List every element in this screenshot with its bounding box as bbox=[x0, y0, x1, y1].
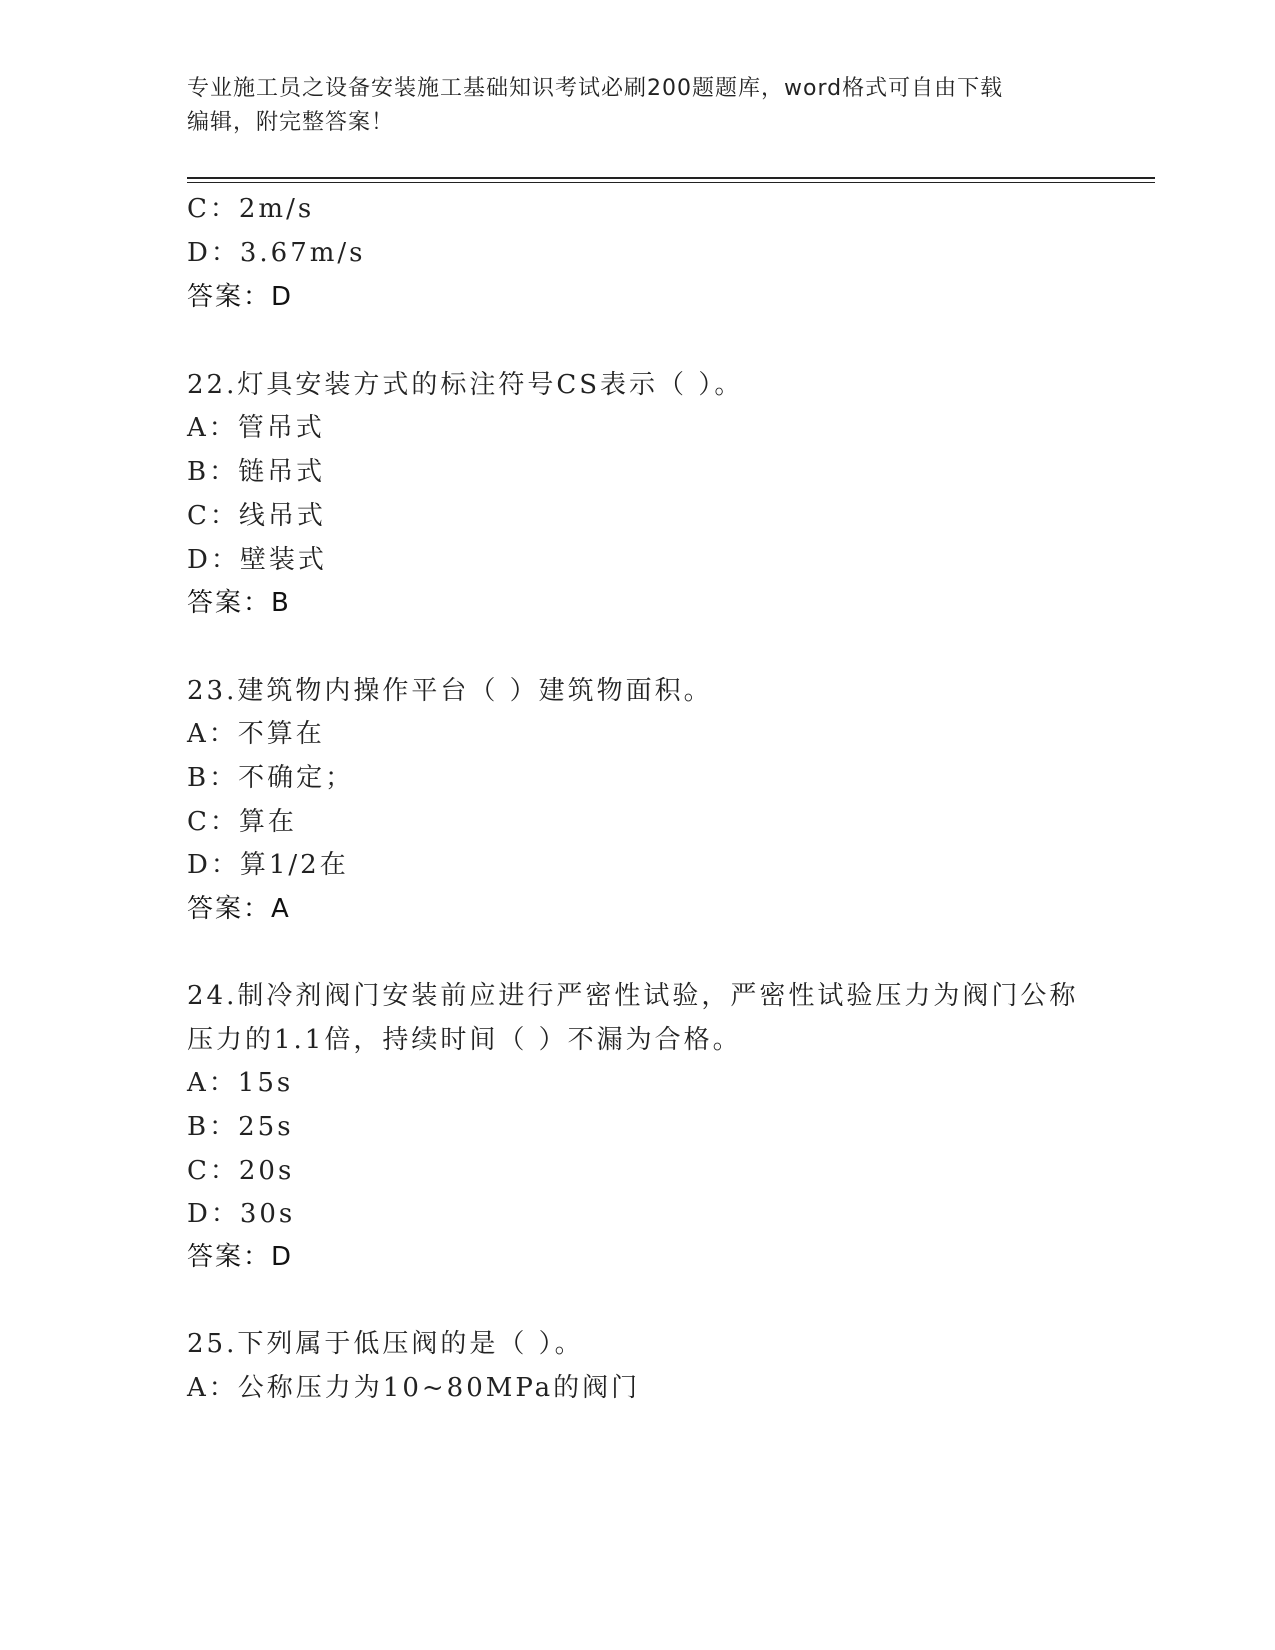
question-23-option-a: A：不算在 bbox=[187, 719, 325, 749]
question-23-option-c: C：算在 bbox=[187, 807, 297, 837]
header-divider-thick bbox=[187, 177, 1155, 179]
question-24-option-a: A：15s bbox=[187, 1068, 294, 1098]
question-24-option-d: D：30s bbox=[187, 1199, 296, 1229]
question-22-answer: 答案：B bbox=[187, 588, 291, 618]
question-24-stem-line-2: 压力的1.1倍，持续时间（ ）不漏为合格。 bbox=[187, 1025, 742, 1055]
question-25-option-a: A：公称压力为10~80MPa的阀门 bbox=[187, 1373, 641, 1403]
question-22-option-d: D：壁装式 bbox=[187, 545, 327, 575]
question-22-stem: 22.灯具安装方式的标注符号CS表示（ ）。 bbox=[187, 370, 744, 400]
question-23-answer: 答案：A bbox=[187, 894, 291, 924]
question-23-option-b: B：不确定； bbox=[187, 763, 355, 793]
header-line-2: 编辑，附完整答案！ bbox=[187, 110, 395, 135]
question-25-stem: 25.下列属于低压阀的是（ ）。 bbox=[187, 1329, 584, 1359]
header-divider-thin bbox=[187, 182, 1155, 183]
question-24-option-b: B：25s bbox=[187, 1112, 294, 1142]
question-22-option-a: A：管吊式 bbox=[187, 413, 325, 443]
option-c: C：2m/s bbox=[187, 194, 315, 224]
answer-line: 答案：D bbox=[187, 282, 294, 312]
question-23-stem: 23.建筑物内操作平台（ ）建筑物面积。 bbox=[187, 676, 713, 706]
header-line-1: 专业施工员之设备安装施工基础知识考试必刷200题题库，word格式可自由下载 bbox=[187, 76, 1004, 101]
question-24-option-c: C：20s bbox=[187, 1156, 295, 1186]
option-d: D：3.67m/s bbox=[187, 238, 366, 268]
question-24-stem-line-1: 24.制冷剂阀门安装前应进行严密性试验，严密性试验压力为阀门公称 bbox=[187, 981, 1079, 1011]
question-22-option-b: B：链吊式 bbox=[187, 457, 326, 487]
question-23-option-d: D：算1/2在 bbox=[187, 850, 349, 880]
page-header bbox=[187, 72, 1087, 140]
question-22-option-c: C：线吊式 bbox=[187, 501, 326, 531]
question-24-answer: 答案：D bbox=[187, 1242, 294, 1272]
